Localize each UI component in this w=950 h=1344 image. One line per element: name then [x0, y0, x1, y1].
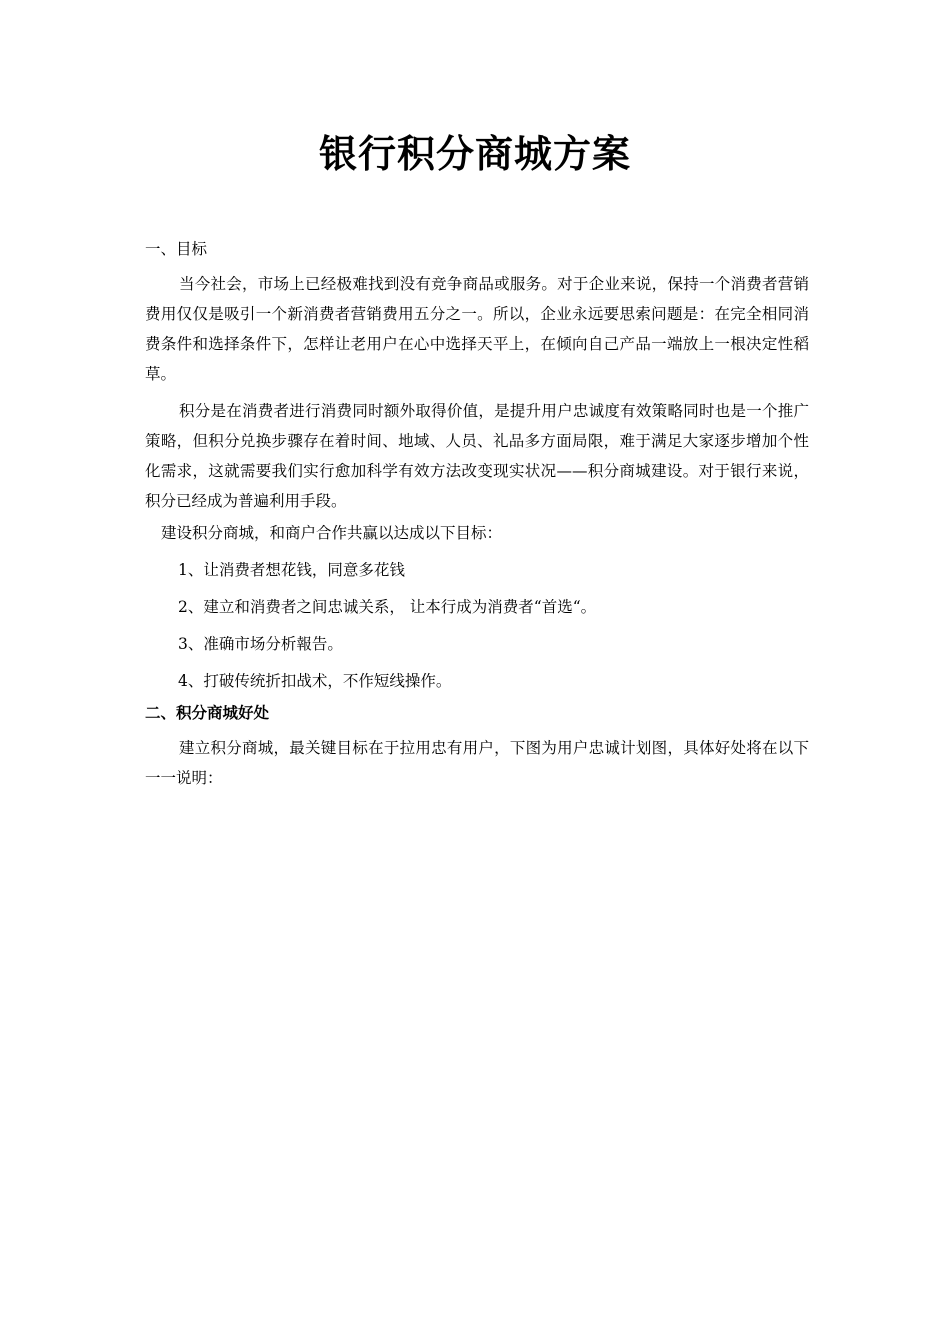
section-2-paragraph-1: 建立积分商城，最关键目标在于拉用忠有用户，下图为用户忠诚计划图，具体好处将在以下一一说明： [145, 739, 809, 787]
goal-item-4: 4、打破传统折扣战术，不作短线操作。 [178, 672, 452, 690]
section-1-paragraph-3: 建设积分商城，和商户合作共赢以达成以下目标： [161, 524, 503, 542]
section-1-heading: 一、目标 [145, 240, 208, 258]
document-title: 银行积分商城方案 [318, 131, 631, 176]
goal-item-1: 1、让消费者想花钱，同意多花钱 [178, 561, 405, 579]
section-1-paragraph-1: 当今社会，市场上已经极难找到没有竞争商品或服务。对于企业来说，保持一个消费者营销费用仅仅是吸引一个新消费者营销费用五分之一。所以，企业永远要思索问题是：在完全相同消费条件和选择条件下，怎样让老用户在心中选择天平上，在倾向自己产品一端放上一根决定性稻草。 [145, 275, 809, 383]
section-1-paragraph-2: 积分是在消费者进行消费同时额外取得价值，是提升用户忠诚度有效策略同时也是一个推广策略，但积分兑换步骤存在着时间、地域、人员、礼品多方面局限，难于满足大家逐步增加个性化需求，这就需要我们实行愈加科学有效方法改变现实状况——积分商城建设。对于银行来说，积分已经成为普遍利用手段。 [145, 402, 809, 510]
document-body [145, 234, 809, 793]
section-2-heading: 二、积分商城好处 [145, 703, 270, 722]
goal-item-3: 3、准确市场分析報告。 [178, 635, 343, 653]
goal-item-2: 2、建立和消费者之间忠诚关系， 让本行成为消费者“首选“。 [178, 598, 597, 616]
